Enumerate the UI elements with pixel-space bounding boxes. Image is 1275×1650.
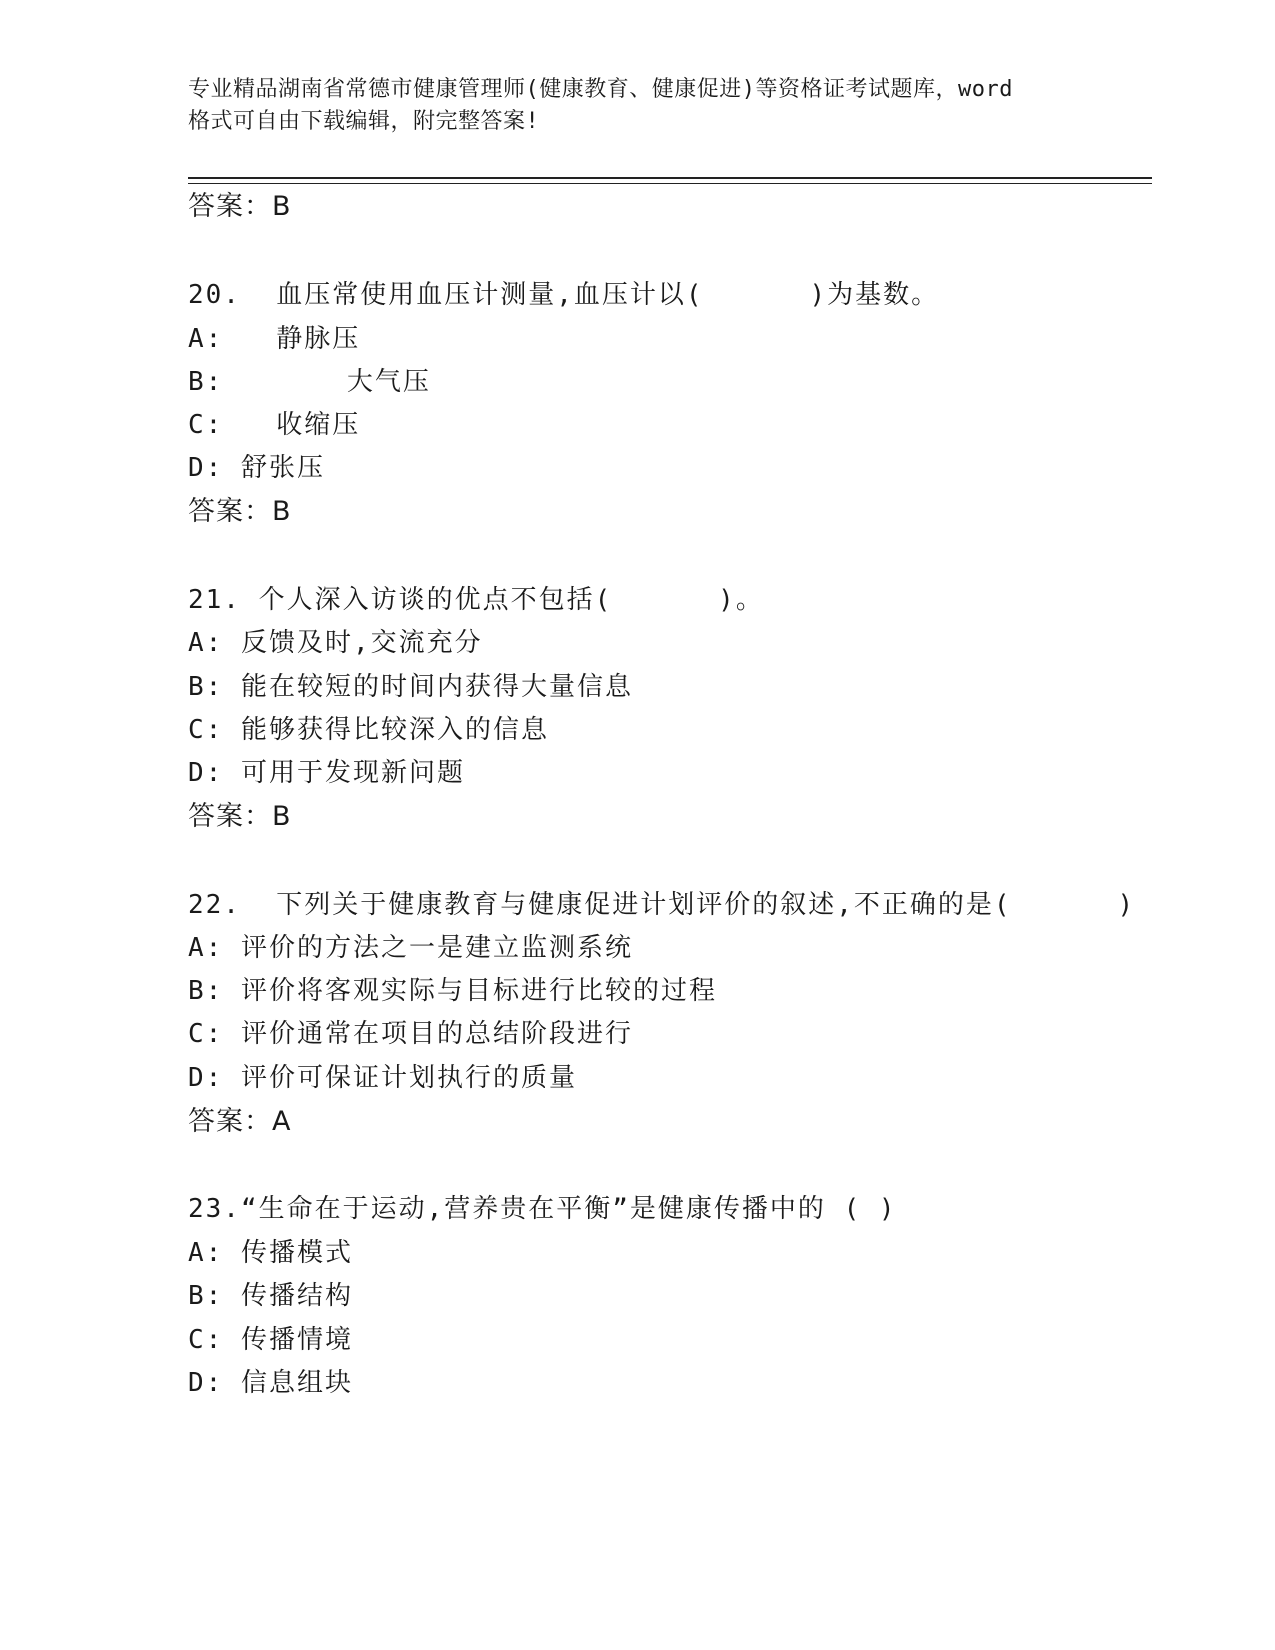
answer-19: 答案：B xyxy=(188,191,292,222)
header-line-1: 专业精品湖南省常德市健康管理师(健康教育、健康促进)等资格证考试题库，word xyxy=(188,77,1013,102)
option-20-a: A: 静脉压 xyxy=(188,324,361,354)
question-22: 22. 下列关于健康教育与健康促进计划评价的叙述,不正确的是( ) xyxy=(188,890,1136,920)
option-23-a: A: 传播模式 xyxy=(188,1238,353,1268)
option-23-b: B: 传播结构 xyxy=(188,1281,353,1311)
option-21-d: D: 可用于发现新问题 xyxy=(188,758,465,788)
option-22-b: B: 评价将客观实际与目标进行比较的过程 xyxy=(188,976,717,1006)
header-rule-thin xyxy=(188,183,1152,184)
option-22-d: D: 评价可保证计划执行的质量 xyxy=(188,1063,577,1093)
question-21: 21. 个人深入访谈的优点不包括( )。 xyxy=(188,585,764,615)
header-line-2: 格式可自由下载编辑，附完整答案! xyxy=(188,109,540,134)
header-rule-thick xyxy=(188,177,1152,179)
option-23-c: C: 传播情境 xyxy=(188,1325,353,1355)
option-21-a: A: 反馈及时,交流充分 xyxy=(188,628,483,658)
option-22-c: C: 评价通常在项目的总结阶段进行 xyxy=(188,1019,633,1049)
answer-20: 答案：B xyxy=(188,496,292,527)
answer-22: 答案：A xyxy=(188,1106,292,1137)
option-21-c: C: 能够获得比较深入的信息 xyxy=(188,715,549,745)
option-21-b: B: 能在较短的时间内获得大量信息 xyxy=(188,672,633,702)
question-23: 23.“生命在于运动,营养贵在平衡”是健康传播中的 ( ) xyxy=(188,1194,897,1224)
option-20-b: B: 大气压 xyxy=(188,367,431,397)
page-header xyxy=(188,74,1088,138)
question-20: 20. 血压常使用血压计测量,血压计以( )为基数。 xyxy=(188,280,940,310)
option-20-d: D: 舒张压 xyxy=(188,453,325,483)
answer-21: 答案：B xyxy=(188,801,292,832)
option-22-a: A: 评价的方法之一是建立监测系统 xyxy=(188,933,633,963)
option-23-d: D: 信息组块 xyxy=(188,1368,353,1398)
option-20-c: C: 收缩压 xyxy=(188,410,361,440)
